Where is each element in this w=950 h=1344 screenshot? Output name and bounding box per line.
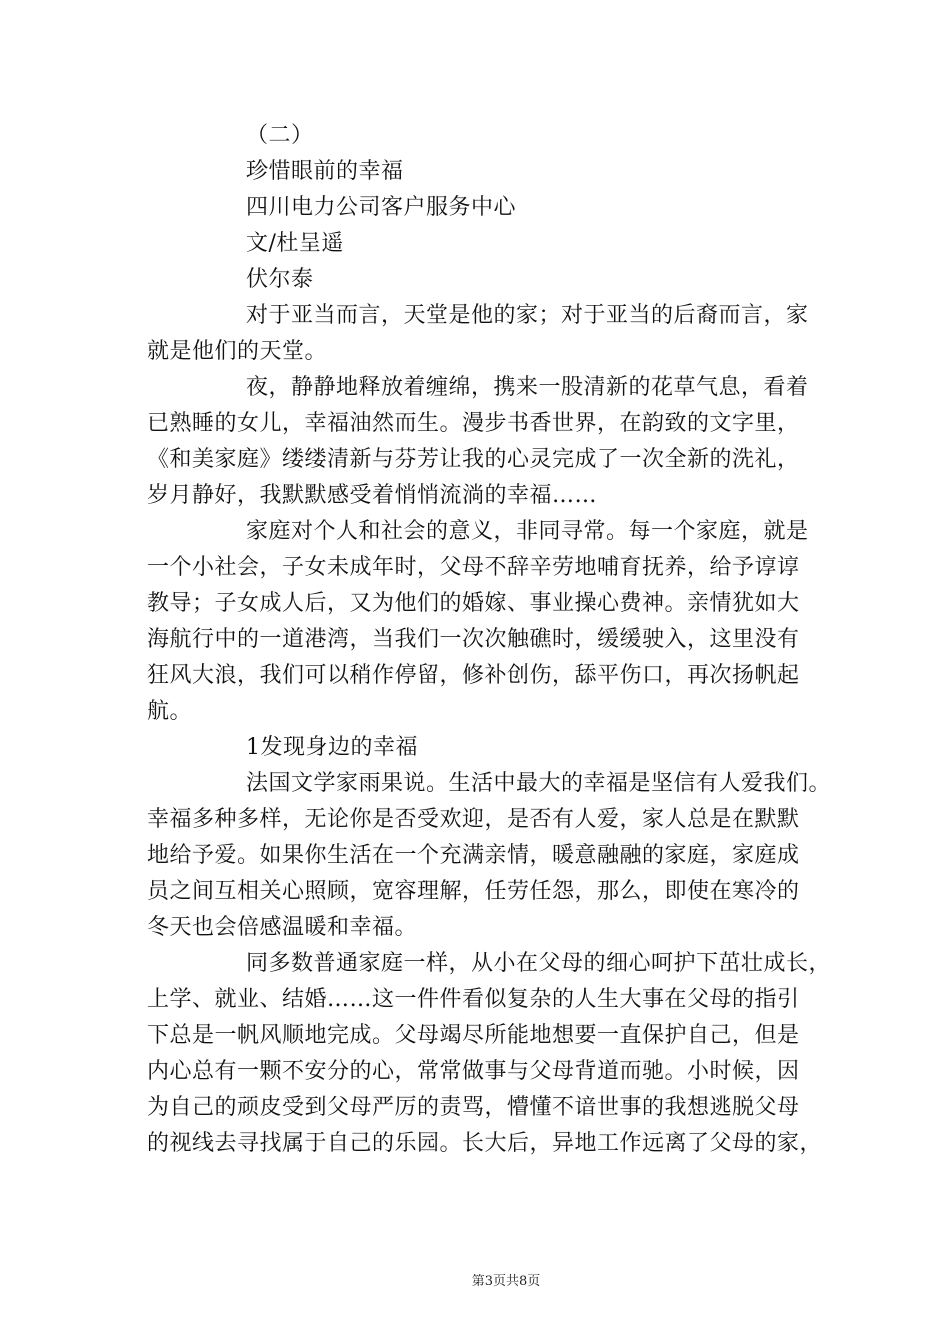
text-line: 内心总有一颗不安分的心，常常做事与父母背道而驰。小时候，因 bbox=[147, 1059, 800, 1084]
article-title: 珍惜眼前的幸福 bbox=[246, 159, 404, 184]
text-line: 员之间互相关心照顾，宽容理解，任劳任怨，那么，即使在寒冷的 bbox=[147, 879, 800, 904]
text-line: 狂风大浪，我们可以稍作停留，修补创伤，舔平伤口，再次扬帆起 bbox=[147, 663, 800, 688]
text-line: 夜，静静地释放着缠绵，携来一股清新的花草气息，看着 bbox=[246, 375, 809, 400]
text-line: 对于亚当而言，天堂是他的家；对于亚当的后裔而言，家 bbox=[246, 303, 809, 328]
text-line: 的视线去寻找属于自己的乐园。长大后，异地工作远离了父母的家， bbox=[147, 1131, 823, 1156]
text-line: 下总是一帆风顺地完成。父母竭尽所能地想要一直保护自己，但是 bbox=[147, 1023, 800, 1048]
author-byline: 文/杜呈遥 bbox=[246, 231, 344, 256]
text-line: 家庭对个人和社会的意义，非同寻常。每一个家庭，就是 bbox=[246, 519, 809, 544]
text-line: 上学、就业、结婚……这一件件看似复杂的人生大事在父母的指引 bbox=[147, 987, 800, 1012]
text-line: （二） bbox=[246, 123, 314, 148]
text-line: 就是他们的天堂。 bbox=[147, 339, 328, 364]
text-line: 岁月静好，我默默感受着悄悄流淌的幸福…… bbox=[147, 483, 598, 508]
document-body bbox=[147, 118, 832, 1162]
text-line: 航。 bbox=[147, 699, 193, 724]
text-line: 冬天也会倍感温暖和幸福。 bbox=[147, 915, 418, 940]
text-line: 地给予爱。如果你生活在一个充满亲情，暖意融融的家庭，家庭成 bbox=[147, 843, 800, 868]
text-line: 法国文学家雨果说。生活中最大的幸福是坚信有人爱我们。 bbox=[246, 771, 832, 796]
text-line: 幸福多种多样，无论你是否受欢迎，是否有人爱，家人总是在默默 bbox=[147, 807, 800, 832]
section-heading: 1发现身边的幸福 bbox=[246, 735, 418, 760]
text-line: 为自己的顽皮受到父母严厉的责骂，懵懂不谙世事的我想逃脱父母 bbox=[147, 1095, 800, 1120]
text-line: 已熟睡的女儿，幸福油然而生。漫步书香世界，在韵致的文字里， bbox=[147, 411, 800, 436]
text-line: 海航行中的一道港湾，当我们一次次触礁时，缓缓驶入，这里没有 bbox=[147, 627, 800, 652]
page-number: 第3页共8页 bbox=[471, 1274, 541, 1289]
text-line: 同多数普通家庭一样，从小在父母的细心呵护下茁壮成长， bbox=[246, 951, 832, 976]
quote-attribution: 伏尔泰 bbox=[246, 267, 314, 292]
text-line: 教导；子女成人后，又为他们的婚嫁、事业操心费神。亲情犹如大 bbox=[147, 591, 800, 616]
author-organization: 四川电力公司客户服务中心 bbox=[246, 195, 517, 220]
text-line: 一个小社会，子女未成年时，父母不辞辛劳地哺育抚养，给予谆谆 bbox=[147, 555, 800, 580]
text-line: 《和美家庭》缕缕清新与芬芳让我的心灵完成了一次全新的洗礼， bbox=[147, 447, 800, 472]
